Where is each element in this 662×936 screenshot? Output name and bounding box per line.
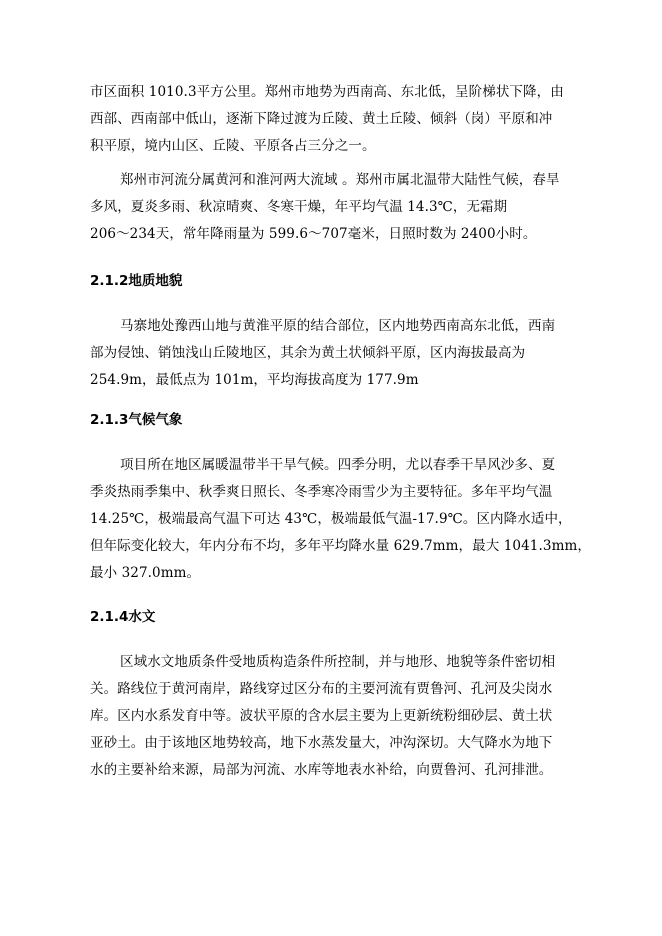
paragraph-line: 季炎热雨季集中、秋季爽日照长、冬季寒冷雨雪少为主要特征。多年平均气温: [90, 484, 553, 500]
paragraph-line: 区域水文地质条件受地质构造条件所控制，并与地形、地貌等条件密切相: [120, 654, 556, 670]
paragraph-line: 水的主要补给来源，局部为河流、水库等地表水补给，向贾鲁河、孔河排泄。: [90, 762, 553, 778]
paragraph-line: 亚砂土。由于该地区地势较高，地下水蒸发量大，冲沟深切。大气降水为地下: [90, 735, 553, 751]
paragraph-line: 郑州市河流分属黄河和淮河两大流域 。郑州市属北温带大陆性气候，春旱: [120, 172, 560, 188]
paragraph-line: 多风，夏炎多雨、秋凉晴爽、冬寒干燥，年平均气温 14.3℃，无霜期: [90, 199, 508, 215]
paragraph-line: 最小 327.0mm。: [90, 565, 201, 581]
section-heading: 2.1.2地质地貌: [90, 273, 183, 289]
paragraph-line: 14.25℃，极端最高气温下可达 43℃，极端最低气温-17.9℃。区内降水适中，: [90, 511, 572, 527]
paragraph-line: 关。路线位于黄河南岸，路线穿过区分布的主要河流有贾鲁河、孔河及尖岗水: [90, 681, 553, 697]
paragraph-line: 库。区内水系发育中等。波状平原的含水层主要为上更新统粉细砂层、黄土状: [90, 708, 553, 724]
paragraph-line: 但年际变化较大，年内分布不均，多年平均降水量 629.7mm，最大 1041.3mm，: [90, 538, 591, 554]
paragraph-line: 206～234天，常年降雨量为 599.6～707毫米，日照时数为 2400小时。: [90, 226, 537, 242]
paragraph-line: 部为侵蚀、销蚀浅山丘陵地区，其余为黄土状倾斜平原，区内海拔最高为: [90, 345, 526, 361]
paragraph-line: 西部、西南部中低山，逐渐下降过渡为丘陵、黄土丘陵、倾斜（岗）平原和冲: [90, 111, 553, 127]
section-heading: 2.1.3气候气象: [90, 412, 183, 428]
paragraph-line: 马寨地处豫西山地与黄淮平原的结合部位，区内地势西南高东北低，西南: [120, 318, 556, 334]
paragraph-line: 市区面积 1010.3平方公里。郑州市地势为西南高、东北低，呈阶梯状下降，由: [90, 84, 564, 100]
paragraph-line: 项目所在地区属暖温带半干旱气候。四季分明，尤以春季干旱风沙多、夏: [120, 457, 556, 473]
paragraph-line: 积平原，境内山区、丘陵、平原各占三分之一。: [90, 138, 376, 154]
section-heading: 2.1.4水文: [90, 609, 156, 625]
paragraph-line: 254.9m，最低点为 101m，平均海拔高度为 177.9m: [90, 372, 419, 388]
